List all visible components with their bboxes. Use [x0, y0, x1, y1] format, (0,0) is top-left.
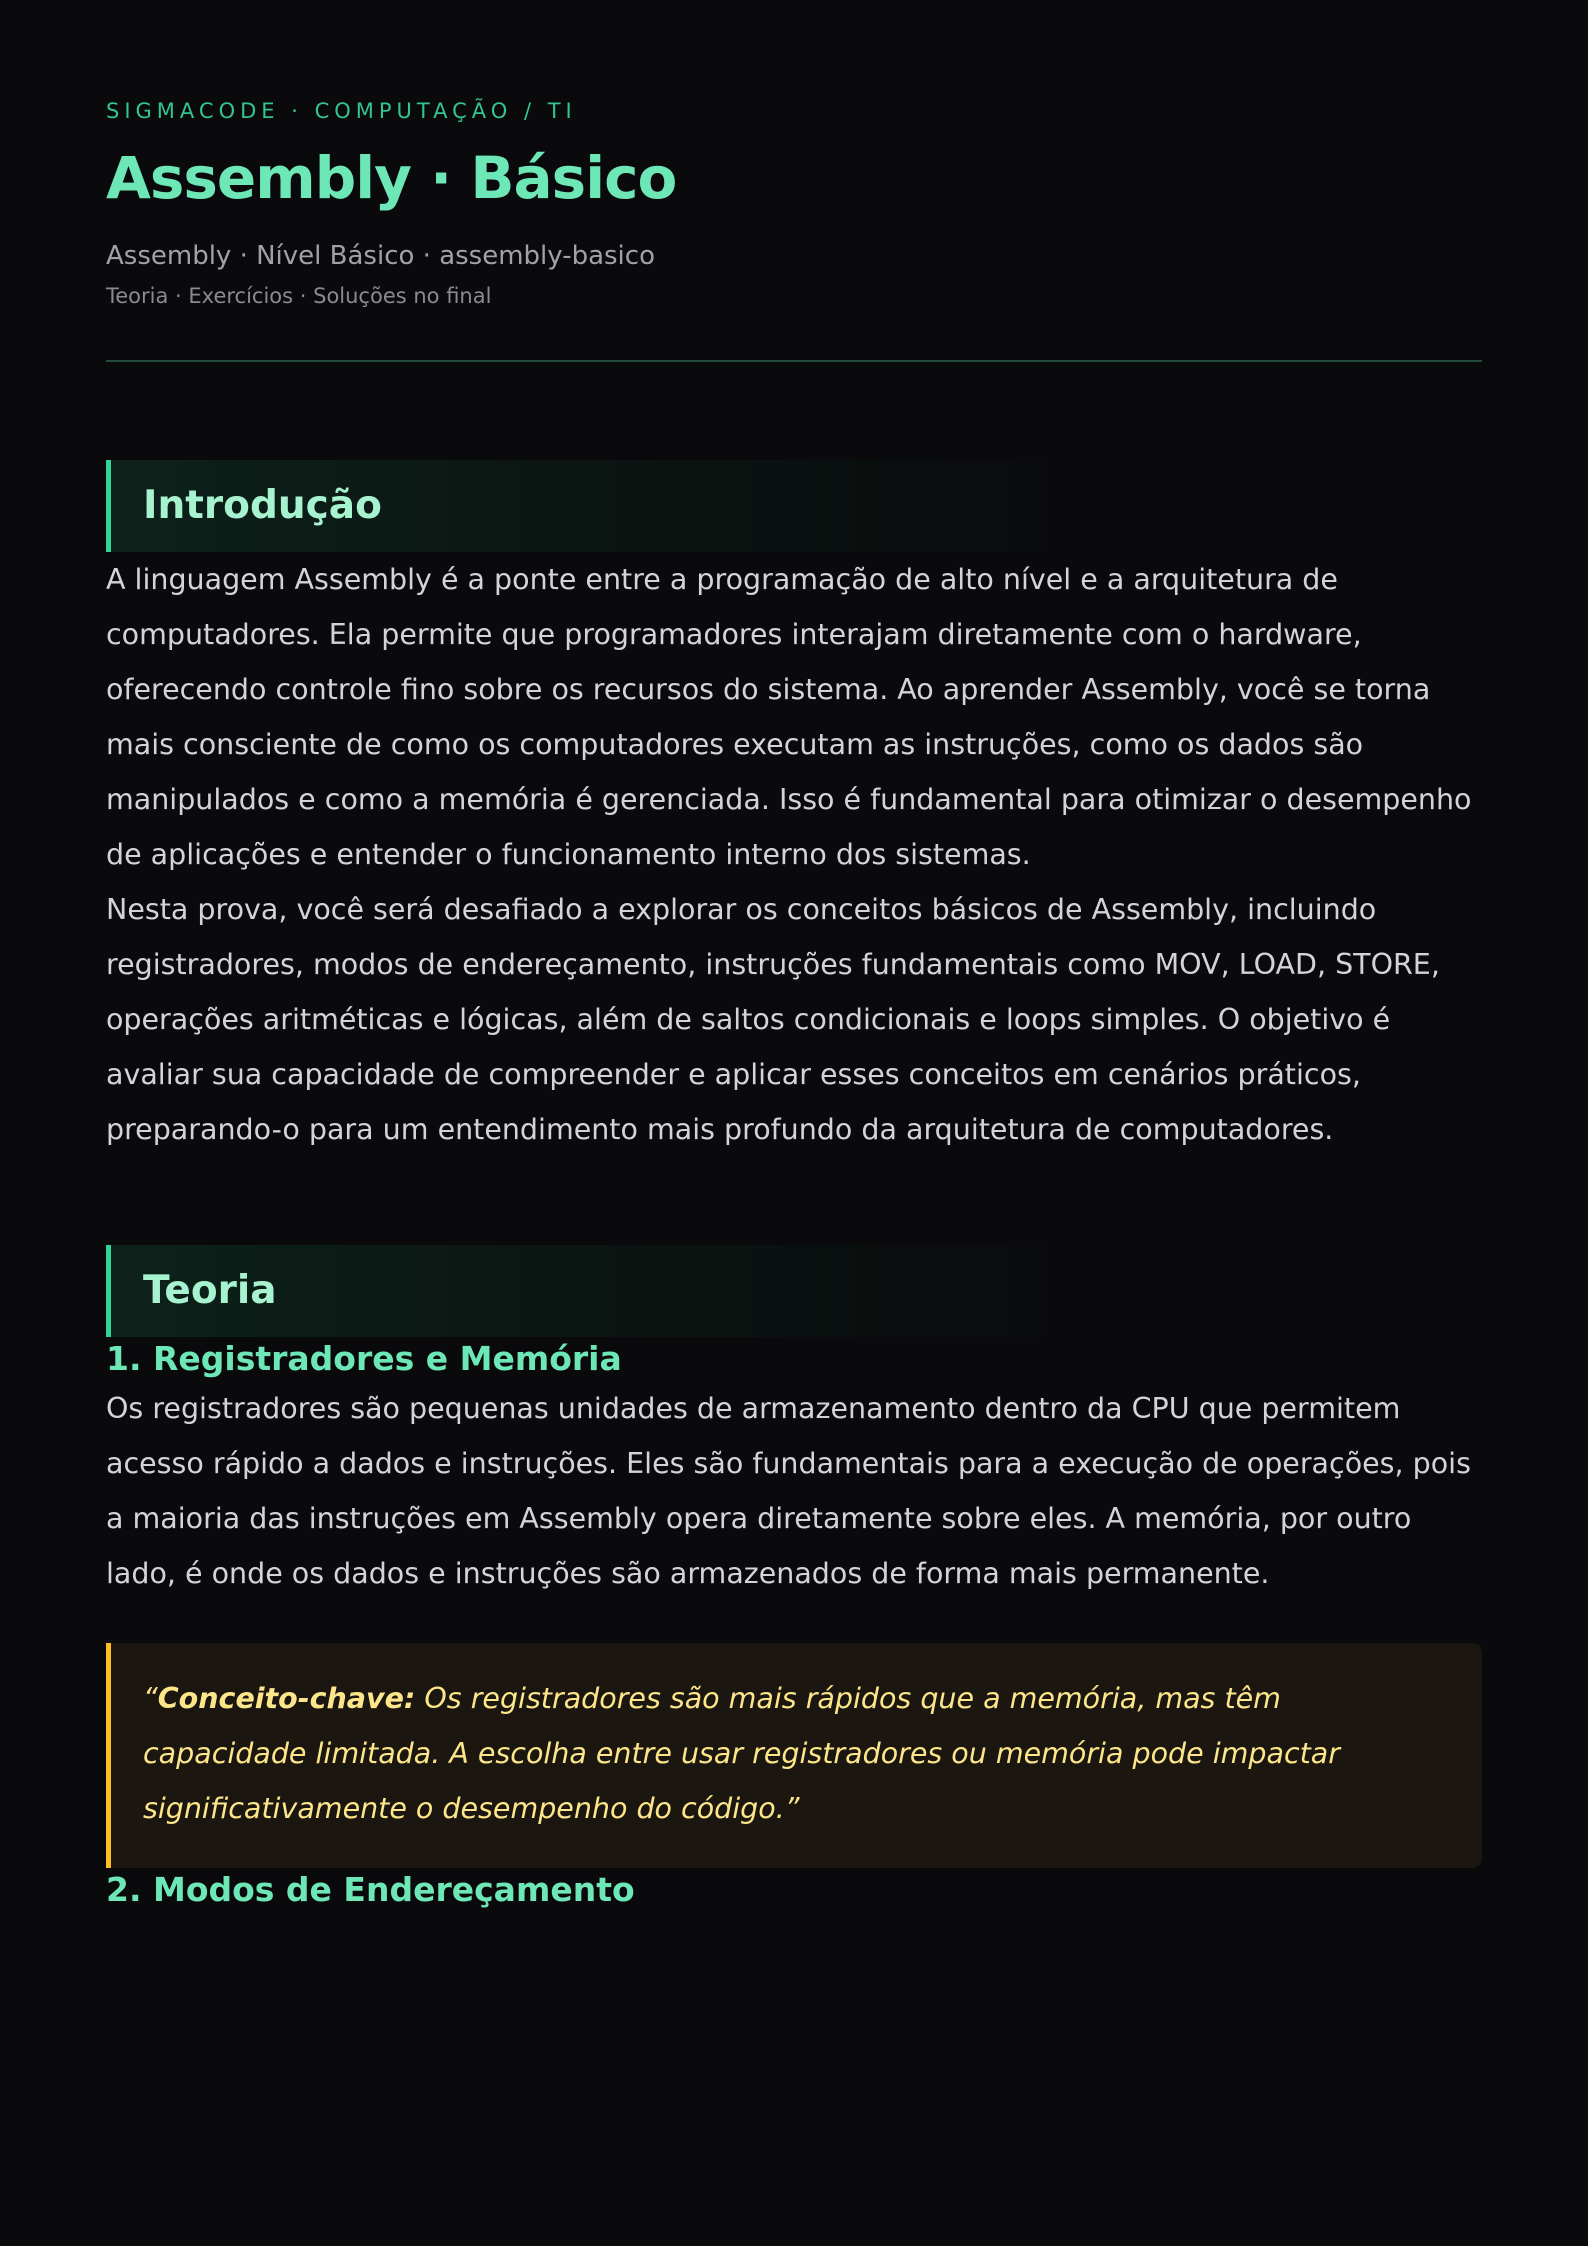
theory-heading: Teoria — [143, 1268, 277, 1313]
key-concept-label: Conceito-chave: — [157, 1682, 416, 1715]
key-concept-text — [143, 1671, 1446, 1836]
page-title: Assembly · Básico — [106, 144, 677, 212]
topic-1-heading: 1. Registradores e Memória — [106, 1339, 622, 1378]
theory-section — [106, 1245, 1482, 1912]
publisher-kicker: SIGMACODE · COMPUTAÇÃO / TI — [106, 99, 577, 123]
theory-section-header — [106, 1245, 1482, 1337]
document-header — [106, 98, 1482, 362]
intro-section-header — [106, 460, 1482, 552]
callout-close-quote: ” — [784, 1792, 800, 1825]
key-concept-callout — [106, 1643, 1482, 1868]
topic-2-heading: 2. Modos de Endereçamento — [106, 1870, 635, 1909]
header-divider — [106, 360, 1482, 362]
intro-section — [106, 460, 1482, 1157]
page-meta: Teoria · Exercícios · Soluções no final — [106, 284, 492, 308]
intro-paragraph-1: A linguagem Assembly é a ponte entre a programação de alto nível e a arquitetura de computadores. Ela permite que programadores interajam diretamente com o hardware, oferecendo controle fino sobre os recursos do sistema. Ao aprender Assembly, você se torna mais consciente de como os computadores executam as instruções, como os dados são manipulados e como a memória é gerenciada. Isso é fundamental para otimizar o desempenho de aplicações e entender o funcionamento interno dos sistemas. — [106, 563, 1472, 871]
page-subtitle: Assembly · Nível Básico · assembly-basico — [106, 241, 655, 271]
key-concept-body: Os registradores são mais rápidos que a memória, mas têm capacidade limitada. A escolha entre usar registradores ou memória pode impactar significativamente o desempenho do código. — [143, 1682, 1340, 1825]
callout-open-quote: “ — [143, 1682, 158, 1715]
intro-heading: Introdução — [143, 483, 382, 528]
intro-paragraph-2: Nesta prova, você será desafiado a explorar os conceitos básicos de Assembly, incluindo registradores, modos de endereçamento, instruções fundamentais como MOV, LOAD, STORE, operações aritméticas e lógicas, além de saltos condicionais e loops simples. O objetivo é avaliar sua capacidade de compreender e aplicar esses conceitos em cenários práticos, preparando-o para um entendimento mais profundo da arquitetura de computadores. — [106, 893, 1440, 1146]
topic-1-paragraph: Os registradores são pequenas unidades de armazenamento dentro da CPU que permitem acesso rápido a dados e instruções. Eles são fundamentais para a execução de operações, pois a maioria das instruções em Assembly opera diretamente sobre eles. A memória, por outro lado, é onde os dados e instruções são armazenados de forma mais permanente. — [106, 1392, 1471, 1590]
